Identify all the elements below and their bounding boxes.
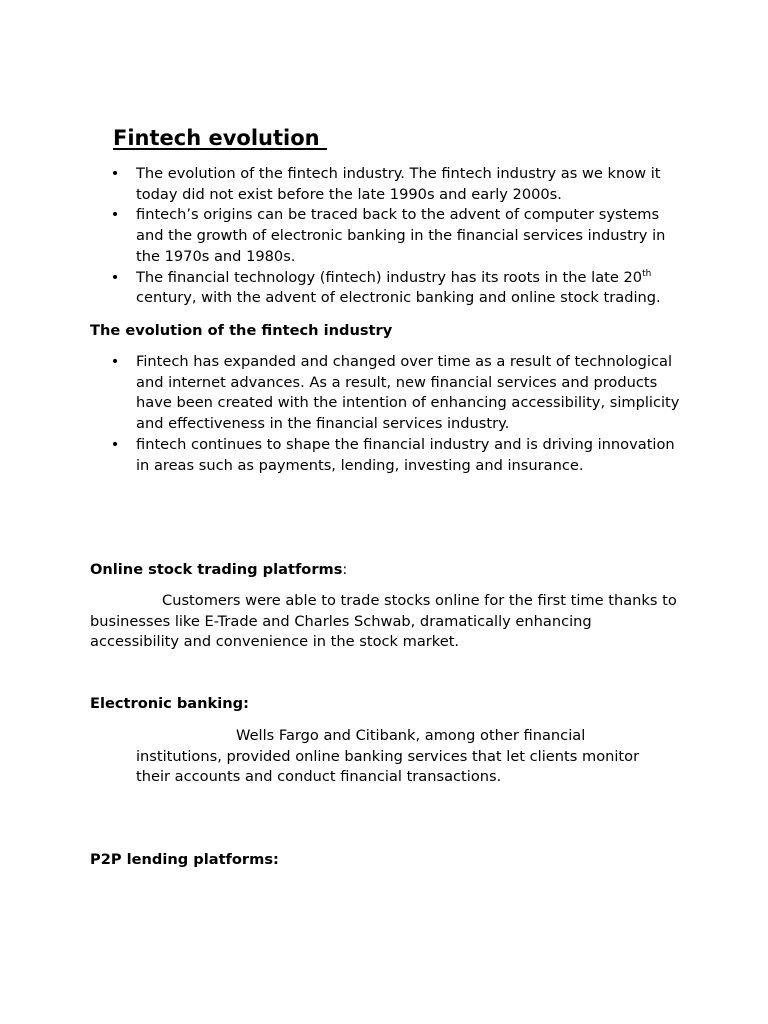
- list-item-text-start: The financial technology (fintech) industry has its roots in the late 20: [136, 268, 643, 286]
- list-item: [0, 268, 681, 309]
- electronic-banking-paragraph: Wells Fargo and Citibank, among other financial institutions, provided online banking services that let clients monitor their accounts and conduct financial transactions.: [136, 727, 640, 786]
- online-trading-paragraph: Customers were able to trade stocks online for the first time thanks to businesses like E-Trade and Charles Schwab, dramatically enhancing accessibility and convenience in the stock market.: [90, 592, 677, 651]
- section-heading-evolution: The evolution of the fintech industry: [90, 322, 393, 339]
- list-item-text: Fintech has expanded and changed over time as a result of technological and internet advances. As a result, new financial services and products have been created with the intention of enhancing accessibility, simplicity and effectiveness in the financial services industry.: [136, 353, 680, 433]
- list-item-text-end: century, with the advent of electronic banking and online stock trading.: [136, 289, 661, 307]
- list-item: [0, 205, 681, 267]
- page-title: Fintech evolution: [113, 126, 327, 150]
- list-item-text: fintech continues to shape the financial industry and is driving innovation in areas such as payments, lending, investing and insurance.: [136, 435, 675, 474]
- origins-bullet-list: [0, 164, 768, 309]
- list-item-text: fintech’s origins can be traced back to the advent of computer systems and the growth of electronic banking in the financial services industry in the 1970s and 1980s.: [136, 206, 666, 265]
- evolution-bullet-list: [0, 352, 768, 476]
- list-item: [0, 352, 681, 435]
- bullet-icon: •: [110, 353, 120, 370]
- section-heading-online-trading: [90, 560, 347, 581]
- heading-text: Online stock trading platforms: [90, 561, 343, 578]
- list-item-text: The evolution of the fintech industry. The fintech industry as we know it today did not exist before the late 1990s and early 2000s.: [136, 165, 661, 203]
- ordinal-superscript: th: [642, 268, 652, 279]
- list-item: [0, 435, 681, 476]
- section-heading-p2p: P2P lending platforms:: [90, 851, 279, 868]
- section-heading-electronic-banking: Electronic banking:: [90, 695, 249, 712]
- bullet-icon: •: [110, 206, 120, 224]
- heading-colon: :: [342, 561, 348, 578]
- list-item: [0, 164, 681, 205]
- bullet-icon: •: [110, 435, 120, 453]
- bullet-icon: •: [110, 165, 120, 182]
- bullet-icon: •: [110, 268, 120, 286]
